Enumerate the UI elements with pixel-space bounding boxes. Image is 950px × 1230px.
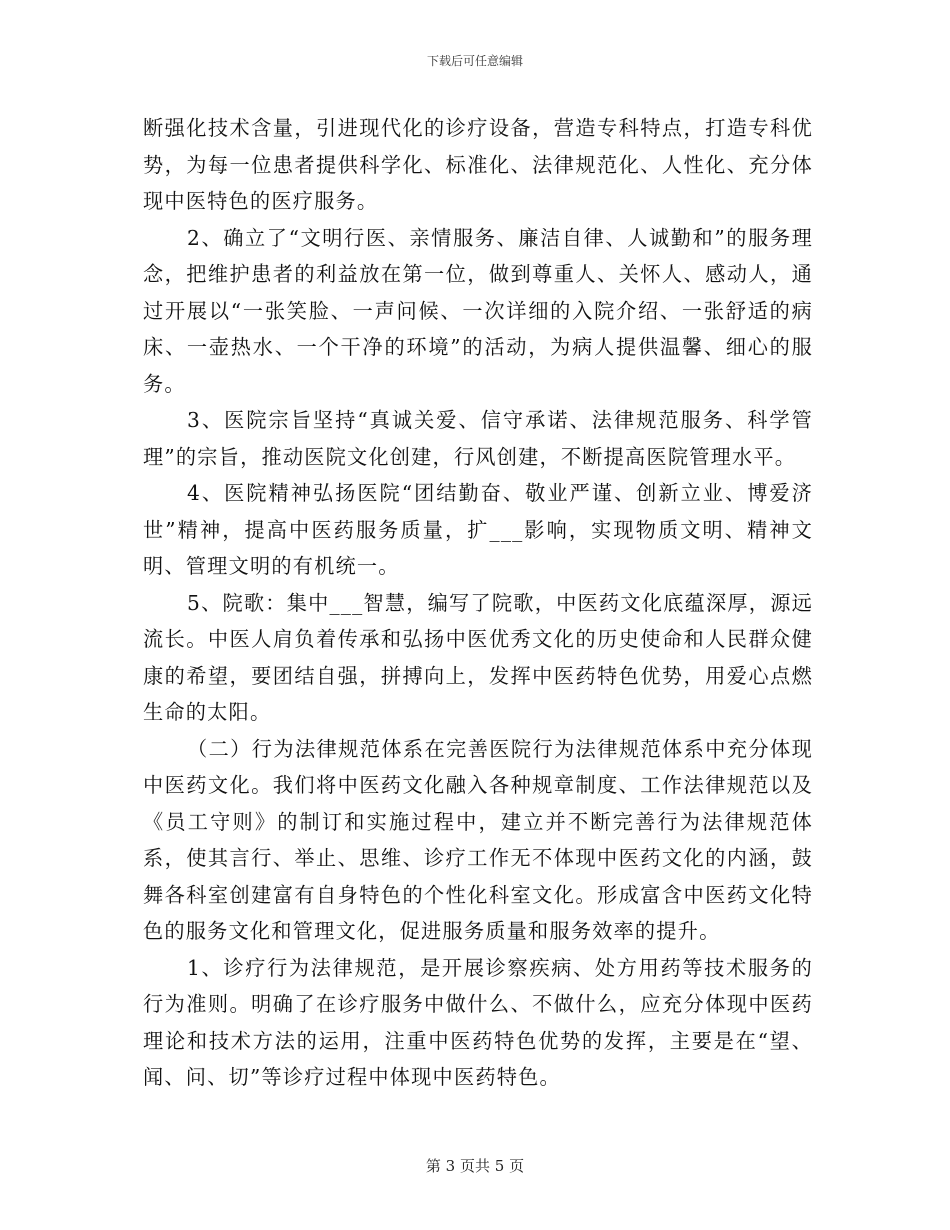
paragraph-continuation: 断强化技术含量，引进现代化的诊疗设备，营造专科特点，打造专科优势，为每一位患者提供科学化、标准化、法律规范化、人性化、充分体现中医特色的医疗服务。 bbox=[143, 116, 813, 213]
paragraph-hospital-song: 5、院歌：集中___智慧，编写了院歌，中医药文化底蕴深厚，源远流长。中医人肩负着传承和弘扬中医优秀文化的历史使命和人民群众健康的希望，要团结自强，拼搏向上，发挥中医药特色优势，用爱心点燃生命的太阳。 bbox=[143, 590, 813, 724]
paragraph-service-philosophy: 2、确立了“文明行医、亲情服务、廉洁自律、人诚勤和”的服务理念，把维护患者的利益放在第一位，做到尊重人、关怀人、感动人，通过开展以“一张笑脸、一声问候、一次详细的入院介绍、一张舒适的病床、一壶热水、一个干净的环境”的活动，为病人提供温馨、细心的服务。 bbox=[143, 225, 813, 396]
paragraph-hospital-tenet: 3、医院宗旨坚持“真诚关爱、信守承诺、法律规范服务、科学管理”的宗旨，推动医院文化创建，行风创建，不断提高医院管理水平。 bbox=[143, 408, 813, 469]
page-number-footer: 第 3 页共 5 页 bbox=[425, 1157, 525, 1175]
paragraph-hospital-spirit: 4、医院精神弘扬医院“团结勤奋、敬业严谨、创新立业、博爱济世”精神，提高中医药服务质量，扩___影响，实现物质文明、精神文明、管理文明的有机统一。 bbox=[143, 481, 813, 578]
document-body bbox=[143, 110, 813, 1096]
paragraph-diagnosis-norms: 1、诊疗行为法律规范，是开展诊察疾病、处方用药等技术服务的行为准则。明确了在诊疗服务中做什么、不做什么，应充分体现中医药理论和技术方法的运用，注重中医药特色优势的发挥，主要是在“望、闻、问、切”等诊疗过程中体现中医药特色。 bbox=[143, 955, 813, 1089]
paragraph-behavior-norms: （二）行为法律规范体系在完善医院行为法律规范体系中充分体现中医药文化。我们将中医药文化融入各种规章制度、工作法律规范以及《员工守则》的制订和实施过程中，建立并不断完善行为法律规范体系，使其言行、举止、思维、诊疗工作无不体现中医药文化的内涵，鼓舞各科室创建富有自身特色的个性化科室文化。形成富含中医药文化特色的服务文化和管理文化，促进服务质量和服务效率的提升。 bbox=[143, 736, 813, 943]
page-header: 下载后可任意编辑 bbox=[426, 54, 523, 68]
